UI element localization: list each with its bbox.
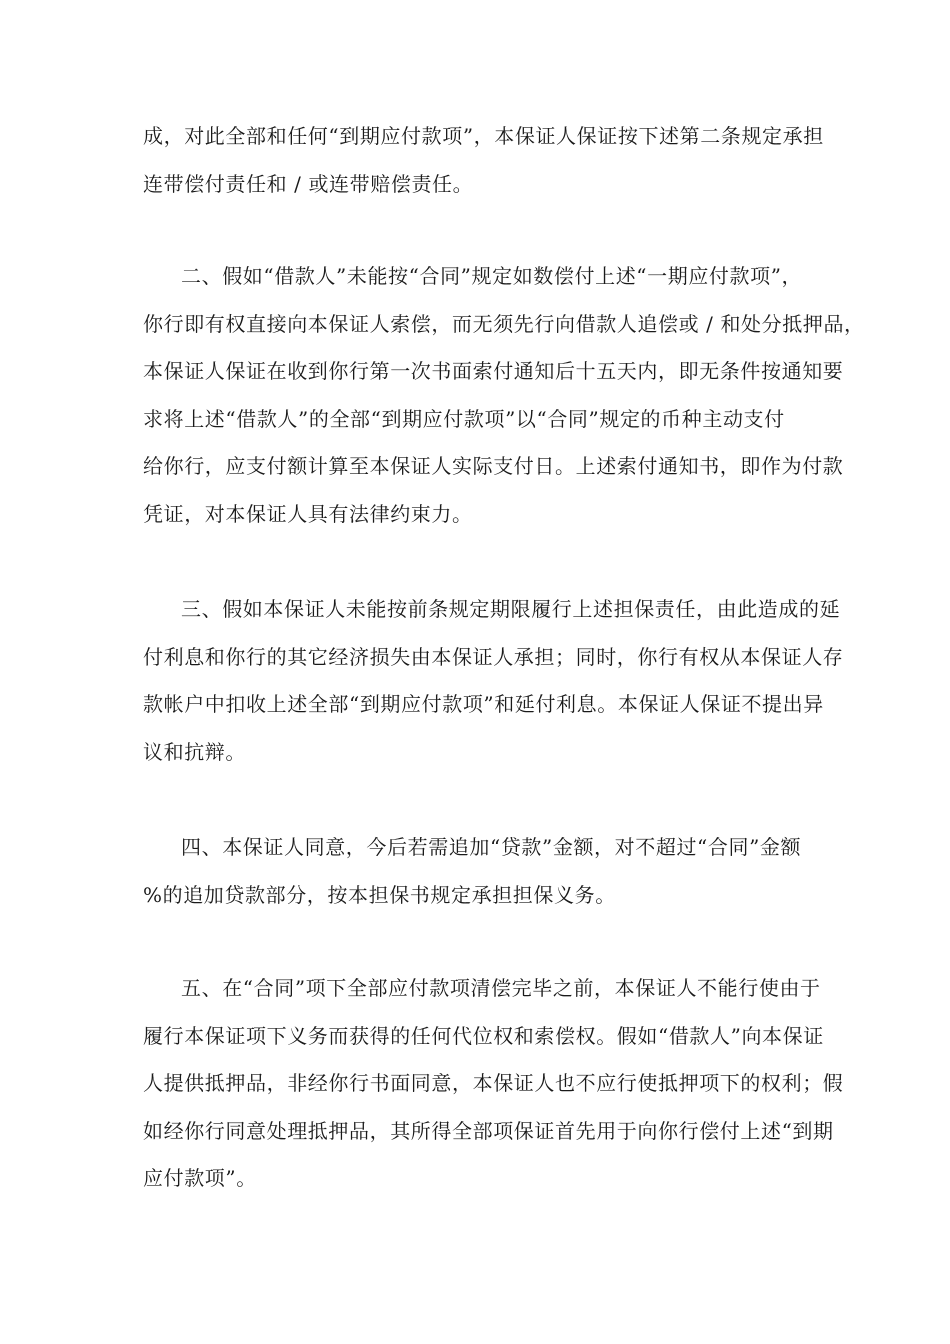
text-line: 四、本保证人同意，今后若需追加“贷款”金额，对不超过“合同”金额	[181, 835, 802, 859]
text-line: 你行即有权直接向本保证人索偿，而无须先行向借款人追偿或 / 和处分抵押品，	[143, 311, 865, 336]
text-line: %的追加贷款部分，按本担保书规定承担担保义务。	[143, 882, 616, 907]
text-line: 付利息和你行的其它经济损失由本保证人承担；同时，你行有权从本保证人存	[143, 644, 844, 669]
paragraph-clause-4	[143, 824, 811, 919]
text-line: 人提供抵押品，非经你行书面同意，本保证人也不应行使抵押项下的权利；假	[143, 1071, 844, 1095]
text-line: 本保证人保证在收到你行第一次书面索付通知后十五天内，即无条件按通知要	[143, 359, 844, 383]
text-line: 凭证，对本保证人具有法律约束力。	[143, 501, 473, 526]
text-line: 五、在“合同”项下全部应付款项清偿完毕之前，本保证人不能行使由于	[181, 976, 821, 1000]
text-line: 议和抗辩。	[143, 739, 246, 764]
paragraph-clause-3	[143, 586, 844, 776]
text-line: 给你行，应支付额计算至本保证人实际支付日。上述索付通知书，即作为付款	[143, 454, 844, 478]
text-line: 连带偿付责任和 / 或连带赔偿责任。	[143, 171, 474, 196]
text-line: 应付款项”。	[143, 1166, 257, 1190]
text-line: 求将上述“借款人”的全部“到期应付款项”以“合同”规定的币种主动支付	[143, 406, 785, 431]
paragraph-continuation	[143, 113, 824, 208]
text-line: 如经你行同意处理抵押品，其所得全部项保证首先用于向你行偿付上述“到期	[143, 1118, 834, 1143]
text-line: 二、假如“借款人”未能按“合同”规定如数偿付上述“一期应付款项”，	[181, 264, 803, 288]
text-line: 款帐户中扣收上述全部“到期应付款项”和延付利息。本保证人保证不提出异	[143, 692, 824, 716]
text-line: 三、假如本保证人未能按前条规定期限履行上述担保责任，由此造成的延	[181, 597, 841, 621]
text-line: 成，对此全部和任何“到期应付款项”，本保证人保证按下述第二条规定承担	[143, 124, 824, 148]
paragraph-clause-5	[143, 965, 844, 1203]
text-line: 履行本保证项下义务而获得的任何代位权和索偿权。假如“借款人”向本保证	[143, 1023, 824, 1048]
paragraph-clause-2	[143, 253, 865, 538]
